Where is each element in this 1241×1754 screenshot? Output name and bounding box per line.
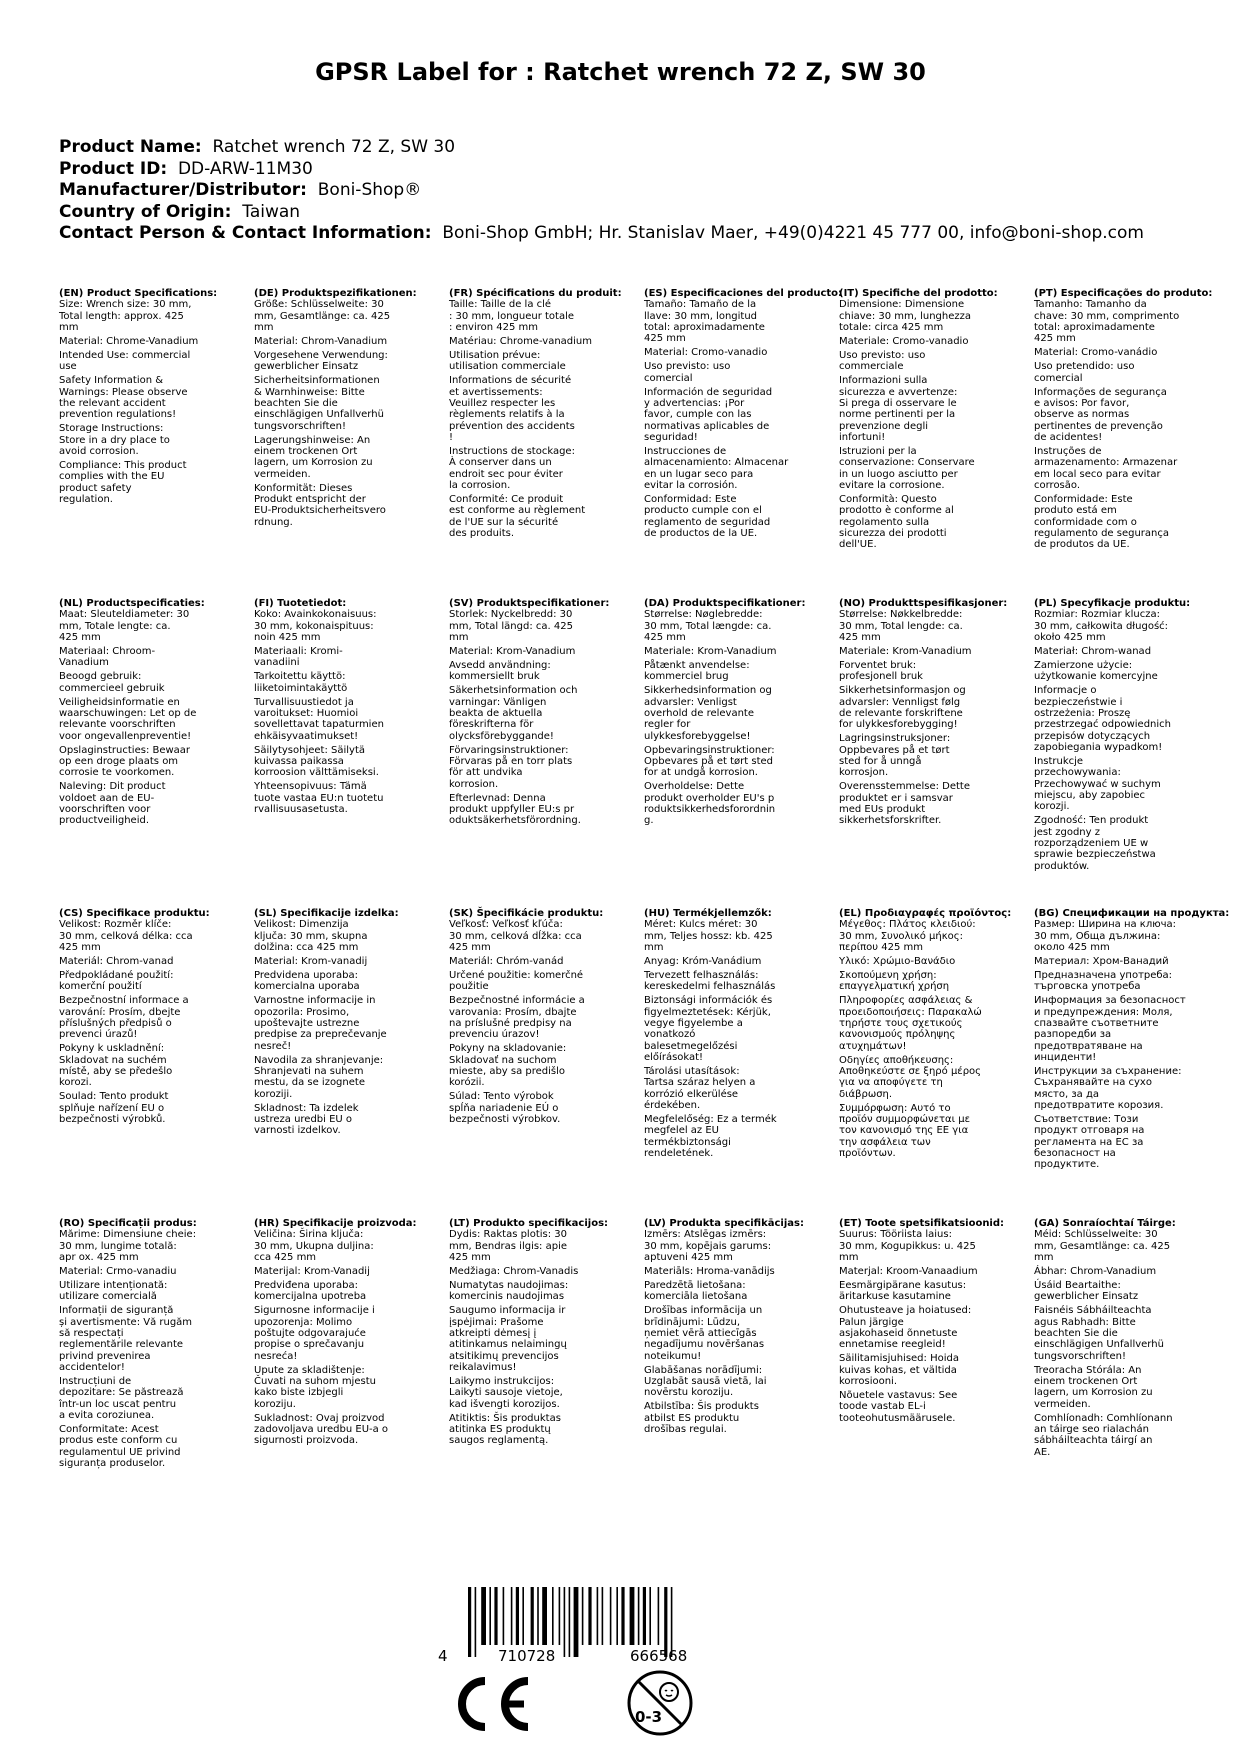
spec-paragraph: Megfelelőség: Ez a termék megfelel az EU termékbiztonsági rendeletének. — [644, 1114, 777, 1159]
barcode-bar — [597, 1587, 599, 1645]
spec-paragraph: Paredzētā lietošana: komerciāla lietošana — [644, 1280, 748, 1303]
barcode-bar — [494, 1587, 497, 1645]
spec-paragraph: Tamanho: Tamanho da chave: 30 mm, comprimento total: aproximadamente 425 mm — [1034, 299, 1180, 345]
spec-paragraph: Størrelse: Nøkkelbredde: 30 mm, Total lengde: ca. 425 mm — [839, 609, 963, 643]
spec-paragraph: Materjal: Kroom-Vanaadium — [839, 1265, 978, 1277]
spec-paragraph: Overholdelse: Dette produkt overholder EU's p roduktsikkerhedsforordnin g. — [644, 781, 776, 827]
language-heading: (RO) Specificații produs: — [59, 1218, 197, 1229]
spec-paragraph: Materiaal: Chroom- Vanadium — [59, 645, 156, 669]
spec-paragraph: Conformità: Questo prodotto è conforme al regolamento sulla sicurezza dei prodotti dell'UE. — [839, 494, 954, 551]
spec-paragraph: Koko: Avainkokonaisuus: 30 mm, kokonaispituus: noin 425 mm — [254, 609, 377, 643]
spec-paragraph: Glabāšanas norādījumi: Uzglabāt sausā vietā, lai novērstu koroziju. — [644, 1364, 767, 1399]
country-row — [59, 202, 1144, 224]
spec-paragraph: Tervezett felhasználás: kereskedelmi felhasználás — [644, 970, 776, 993]
spec-paragraph: Maat: Sleuteldiameter: 30 mm, Totale lengte: ca. 425 mm — [59, 609, 190, 643]
spec-paragraph: Predviđena uporaba: komercijalna upotreba — [254, 1280, 367, 1303]
spec-paragraph: Pokyny k uskladnění: Skladovat na suchém místě, aby se předešlo korozi. — [59, 1043, 173, 1089]
contact-row — [59, 223, 1144, 245]
age-warning-icon — [625, 1668, 695, 1738]
spec-paragraph: Anyag: Króm-Vanádium — [644, 955, 762, 967]
info-label: Manufacturer/Distributor: — [59, 180, 307, 200]
spec-paragraph: Materiale: Cromo-vanadio — [839, 335, 969, 347]
spec-paragraph: Συμμόρφωση: Αυτό το προϊόν συμμορφώνεται με τον κανονισμό της ΕΕ για την ασφάλεια των προϊόντων. — [839, 1102, 970, 1159]
language-heading: (SL) Specifikacije izdelka: — [254, 908, 399, 919]
language-block — [449, 908, 631, 1128]
spec-paragraph: Πληροφορίες ασφάλειας & προειδοποιήσεις: Παρακαλώ τηρήστε τους σχετικούς κανονισμούς πρόληψης ατυχημάτων! — [839, 995, 982, 1052]
manufacturer-row — [59, 180, 1144, 202]
spec-paragraph: Compliance: This product complies with the EU product safety regulation. — [59, 460, 187, 506]
spec-paragraph: Méid: Schlüsselweite: 30 mm, Gesamtlänge: ca. 425 mm — [1034, 1229, 1171, 1263]
language-heading: (DA) Produktspecifikationer: — [644, 598, 806, 609]
barcode-bar — [559, 1587, 561, 1645]
spec-paragraph: Úsáid Beartaithe: gewerblicher Einsatz — [1034, 1280, 1139, 1303]
spec-paragraph: Upute za skladištenje: Čuvati na suhom mjestu kako biste izbjegli koroziju. — [254, 1364, 376, 1410]
spec-paragraph: Lagerungshinweise: An einem trockenen Ort lagern, um Korrosion zu vermeiden. — [254, 434, 373, 480]
barcode-bar — [468, 1587, 471, 1657]
info-value: Taiwan — [242, 201, 301, 222]
language-block — [644, 288, 843, 542]
spec-paragraph: Efterlevnad: Denna produkt uppfyller EU:s pr oduktsäkerhetsförordning. — [449, 792, 581, 827]
spec-paragraph: Pokyny na skladovanie: Skladovať na suchom mieste, aby sa predišlo korózii. — [449, 1043, 567, 1089]
spec-paragraph: Instructions de stockage: À conserver dans un endroit sec pour éviter la corrosion. — [449, 446, 575, 491]
barcode-bar — [621, 1587, 624, 1645]
language-heading: (SK) Špecifikácie produktu: — [449, 908, 604, 919]
spec-paragraph: Utilisation prévue: utilisation commerciale — [449, 350, 566, 373]
spec-paragraph: Материал: Хром-Ванадий — [1034, 955, 1169, 967]
spec-paragraph: Съответствие: Този продукт отговаря на регламента на ЕС за безопасност на продуктите. — [1034, 1114, 1145, 1171]
barcode-bar — [537, 1587, 539, 1645]
language-block — [449, 1218, 631, 1449]
barcode-bar — [649, 1587, 651, 1645]
ean-barcode — [430, 1585, 750, 1665]
language-heading: (NL) Productspecificaties: — [59, 598, 205, 609]
product-name-row — [59, 137, 1144, 159]
spec-paragraph: Dydis: Raktas plotis: 30 mm, Bendras ilgis: apie 425 mm — [449, 1229, 568, 1263]
language-block — [59, 288, 241, 508]
language-block — [254, 1218, 436, 1449]
barcode-bar — [610, 1587, 612, 1645]
spec-paragraph: Drošības informācija un brīdinājumi: Lūdzu, ņemiet vērā attiecīgās negadījumu novēršanas noteikumu! — [644, 1305, 765, 1362]
language-heading: (SV) Produktspecifikationer: — [449, 598, 610, 609]
spec-paragraph: Veiligheidsinformatie en waarschuwingen: Let op de relevante voorschriften voor ongevallenpreventie! — [59, 696, 197, 742]
spec-paragraph: Predvidena uporaba: komercialna uporaba — [254, 970, 360, 993]
language-heading: (CS) Specifikace produktu: — [59, 908, 210, 919]
spec-paragraph: Instruções de armazenamento: Armazenar em local seco para evitar corrosão. — [1034, 446, 1178, 491]
spec-paragraph: Veľkosť: Veľkosť kľúča: 30 mm, celková dĺžka: cca 425 mm — [449, 919, 582, 953]
page-title: GPSR Label for : Ratchet wrench 72 Z, SW 30 — [315, 58, 926, 86]
barcode-bar — [582, 1587, 584, 1645]
spec-paragraph: Sigurnosne informacije i upozorenja: Molimo poštujte odgovarajuće propise o sprečavanju nesreća! — [254, 1305, 375, 1362]
language-heading: (HU) Termékjellemzők: — [644, 908, 772, 919]
spec-paragraph: Informații de siguranță și avertismente: Vă rugăm să respectați reglementările relevante privind prevenirea accidentelor! — [59, 1305, 193, 1373]
spec-paragraph: Material: Chrome-Vanadium — [59, 335, 199, 347]
spec-paragraph: Размер: Ширина на ключа: 30 mm, Обща дължина: около 425 mm — [1034, 919, 1177, 953]
language-heading: (BG) Спецификации на продукта: — [1034, 908, 1230, 919]
spec-paragraph: Atitiktis: Šis produktas atitinka ES produktų saugos reglamentą. — [449, 1412, 561, 1447]
barcode-bar — [630, 1587, 635, 1645]
spec-paragraph: Biztonsági információk és figyelmeztetések: Kérjük, vegye figyelembe a vonatkozó balesetmegelőzési előírásokat! — [644, 995, 773, 1063]
barcode-bar — [531, 1587, 534, 1645]
spec-paragraph: Información de seguridad y advertencias: ¡Por favor, cumple con las normativas aplicables de seguridad! — [644, 386, 773, 443]
spec-paragraph: Tamaño: Tamaño de la llave: 30 mm, longitud total: aproximadamente 425 mm — [644, 299, 765, 345]
spec-paragraph: Conformitate: Acest produs este conform cu regulamentul UE privind siguranța produselor. — [59, 1424, 181, 1469]
spec-paragraph: Sikkerhetsinformasjon og advarsler: Vennligst følg de relevante forskriftene for ulykkesforebygging! — [839, 685, 966, 731]
spec-paragraph: Istruzioni per la conservazione: Conservare in un luogo asciutto per evitare la corrosione. — [839, 446, 975, 491]
spec-paragraph: Uso previsto: uso comercial — [644, 361, 731, 384]
language-block — [839, 1218, 1021, 1427]
spec-paragraph: Förvaringsinstruktioner: Förvaras på en torr plats för att undvika korrosion. — [449, 744, 573, 790]
language-heading: (EL) Προδιαγραφές προϊόντος: — [839, 908, 1012, 919]
spec-paragraph: Nõuetele vastavus: See toode vastab EL-i tooteohutusmäärusele. — [839, 1390, 958, 1424]
spec-paragraph: Σκοπούμενη χρήση: επαγγελματική χρήση — [839, 970, 950, 993]
spec-paragraph: Υλικό: Χρώμιο-Βανάδιο — [839, 955, 956, 967]
language-heading: (DE) Produktspezifikationen: — [254, 288, 417, 299]
language-heading: (IT) Specifiche del prodotto: — [839, 288, 998, 299]
spec-paragraph: Sikkerhedsinformation og advarsler: Venligst overhold de relevante regler for ulykkesforebyggelse! — [644, 685, 772, 742]
spec-paragraph: Yhteensopivuus: Tämä tuote vastaa EU:n tuotetu rvallisuusasetusta. — [254, 781, 384, 816]
barcode-bar — [542, 1587, 547, 1645]
spec-paragraph: Conformité: Ce produit est conforme au règlement de l'UE sur la sécurité des produits. — [449, 494, 586, 539]
language-block — [449, 288, 631, 542]
spec-paragraph: Méret: Kulcs méret: 30 mm, Teljes hossz: kb. 425 mm — [644, 919, 773, 953]
spec-paragraph: Предназначена употреба: търговска употреба — [1034, 970, 1173, 993]
spec-paragraph: Faisnéis Sábháilteachta agus Rabhadh: Bitte beachten Sie die einschlägigen Unfallverhü tungsvorschriften! — [1034, 1305, 1164, 1362]
product-info — [59, 137, 1144, 245]
barcode-bar — [643, 1587, 646, 1645]
product-id-row — [59, 159, 1144, 181]
spec-paragraph: Ábhar: Chrom-Vanadium — [1034, 1265, 1157, 1277]
spec-paragraph: Conformidad: Este producto cumple con el reglamento de seguridad de productos de la UE. — [644, 494, 771, 539]
barcode-bar — [475, 1587, 477, 1657]
spec-paragraph: Soulad: Tento produkt splňuje nařízení EU o bezpečnosti výrobků. — [59, 1091, 169, 1126]
spec-paragraph: Størrelse: Nøglebredde: 30 mm, Total længde: ca. 425 mm — [644, 609, 772, 643]
language-block — [1034, 288, 1216, 553]
spec-paragraph: Инструкции за съхранение: Съхранявайте на сухо място, за да предотвратите корозия. — [1034, 1066, 1182, 1111]
barcode-bar — [658, 1587, 660, 1645]
spec-paragraph: Materiaali: Kromi- vanadiini — [254, 645, 343, 669]
spec-paragraph: Materiale: Krom-Vanadium — [644, 645, 777, 657]
info-value: Ratchet wrench 72 Z, SW 30 — [212, 137, 456, 157]
spec-paragraph: Instrucțiuni de depozitare: Se păstrează într-un loc uscat pentru a evita coroziunea. — [59, 1376, 184, 1421]
spec-paragraph: Größe: Schlüsselweite: 30 mm, Gesamtlänge: ca. 425 mm — [254, 299, 391, 333]
language-heading: (NO) Produkttspesifikasjoner: — [839, 598, 1008, 609]
spec-paragraph: Turvallisuustiedot ja varoitukset: Huomioi sovellettavat tapaturmien ehkäisyvaatimukset! — [254, 696, 384, 742]
language-block — [1034, 598, 1216, 875]
spec-paragraph: Informações de segurança e avisos: Por favor, observe as normas pertinentes de prevenção de acidentes! — [1034, 386, 1167, 443]
spec-paragraph: Instrucciones de almacenamiento: Almacenar en un lugar seco para evitar la corrosión. — [644, 446, 789, 491]
language-block — [449, 598, 631, 829]
spec-paragraph: Ohutusteave ja hoiatused: Palun järgige asjakohaseid õnnetuste ennetamise reegleid! — [839, 1305, 972, 1351]
language-heading: (GA) Sonraíochtaí Táirge: — [1034, 1218, 1176, 1229]
spec-paragraph: Påtænkt anvendelse: kommerciel brug — [644, 660, 750, 683]
language-block — [839, 288, 1021, 553]
language-block — [644, 598, 826, 829]
language-heading: (ET) Toote spetsifikatsioonid: — [839, 1218, 1005, 1229]
language-block — [839, 598, 1021, 829]
spec-paragraph: Μέγεθος: Πλάτος κλειδιού: 30 mm, Συνολικό μήκος: περίπου 425 mm — [839, 919, 976, 953]
info-value: Boni-Shop® — [317, 180, 422, 200]
spec-paragraph: Safety Information & Warnings: Please observe the relevant accident prevention regulations! — [59, 375, 188, 421]
barcode-bar — [569, 1587, 571, 1657]
spec-paragraph: Opslaginstructies: Bewaar op een droge plaats om corrosie te voorkomen. — [59, 744, 191, 779]
spec-paragraph: Suurus: Tööriista laius: 30 mm, Kogupikkus: u. 425 mm — [839, 1229, 976, 1263]
spec-paragraph: Atbilstība: Šis produkts atbilst ES produktu drošības regulai. — [644, 1401, 759, 1436]
spec-paragraph: Medžiaga: Chrom-Vanadis — [449, 1265, 579, 1277]
spec-paragraph: Vorgesehene Verwendung: gewerblicher Einsatz — [254, 350, 388, 373]
spec-paragraph: Súlad: Tento výrobok spĺňa nariadenie EÚ o bezpečnosti výrobkov. — [449, 1091, 561, 1126]
spec-paragraph: Material: Cromo-vanádio — [1034, 347, 1158, 359]
spec-paragraph: Säilitamisjuhised: Hoida kuivas kohas, et vältida korrosiooni. — [839, 1353, 959, 1388]
spec-paragraph: Bezpečnostní informace a varování: Prosím, dbejte příslušných předpisů o prevenci úrazů! — [59, 995, 189, 1041]
info-label: Country of Origin: — [59, 201, 232, 222]
language-heading: (FI) Tuotetiedot: — [254, 598, 347, 609]
spec-paragraph: Izmērs: Atslēgas izmērs: 30 mm, kopējais garums: aptuveni 425 mm — [644, 1229, 772, 1263]
spec-paragraph: Comhlíonadh: Comhlíonann an táirge seo rialachán sábháilteachta táirgí an AE. — [1034, 1412, 1173, 1458]
spec-paragraph: Intended Use: commercial use — [59, 350, 191, 373]
barcode-bar — [511, 1587, 513, 1645]
language-heading: (PL) Specyfikacje produktu: — [1034, 598, 1191, 609]
language-block — [59, 598, 241, 829]
barcode-bar — [602, 1587, 604, 1645]
spec-paragraph: Naleving: Dit product voldoet aan de EU- voorschriften voor productveiligheid. — [59, 781, 166, 827]
spec-paragraph: Materiāls: Hroma-vanādijs — [644, 1265, 775, 1277]
barcode-bar — [638, 1587, 640, 1645]
language-block — [254, 288, 436, 531]
spec-paragraph: Material: Krom-vanadij — [254, 955, 368, 967]
spec-paragraph: Numatytas naudojimas: komercinis naudojimas — [449, 1280, 569, 1303]
spec-paragraph: Avsedd användning: kommersiellt bruk — [449, 660, 551, 683]
spec-paragraph: Informations de sécurité et avertissements: Veuillez respecter les règlements relatifs à la prévention des accidents ! — [449, 375, 575, 443]
spec-paragraph: Materiał: Chrom-wanad — [1034, 645, 1152, 657]
spec-paragraph: Materiál: Chróm-vanád — [449, 955, 564, 967]
spec-paragraph: Materiál: Chrom-vanad — [59, 955, 174, 967]
spec-paragraph: Rozmiar: Rozmiar klucza: 30 mm, całkowita długość: około 425 mm — [1034, 609, 1169, 643]
info-label: Product ID: — [59, 158, 168, 179]
spec-paragraph: Sicherheitsinformationen & Warnhinweise: Bitte beachten Sie die einschlägigen Unfallverhü tungsvorschriften! — [254, 375, 384, 432]
barcode-bar — [574, 1587, 579, 1657]
barcode-bar — [588, 1587, 591, 1645]
barcode-bar — [616, 1587, 618, 1645]
spec-paragraph: Informazioni sulla sicurezza e avvertenze: Si prega di osservare le norme pertinenti per la prevenzione degli infortuni! — [839, 375, 958, 443]
spec-paragraph: Bezpečnostné informácie a varovania: Prosím, dbajte na príslušné predpisy na prevenciu úrazov! — [449, 995, 585, 1041]
barcode-bar — [516, 1587, 519, 1645]
spec-paragraph: Storlek: Nyckelbredd: 30 mm, Total längd: ca. 425 mm — [449, 609, 573, 643]
spec-paragraph: Instrukcje przechowywania: Przechowywać w suchym miejscu, aby zapobiec korozji. — [1034, 756, 1161, 813]
barcode-digits-right: 666568 — [630, 1647, 688, 1665]
spec-paragraph: Zgodność: Ten produkt jest zgodny z rozporządzeniem UE w sprawie bezpieczeństwa produktów. — [1034, 815, 1156, 872]
language-block — [254, 908, 436, 1139]
spec-paragraph: Forventet bruk: profesjonell bruk — [839, 660, 923, 683]
info-label: Contact Person & Contact Information: — [59, 223, 432, 243]
spec-paragraph: Informacje o bezpieczeństwie i ostrzeżenia: Proszę przestrzegać odpowiednich przepisów dotyczących zapobiegania wypadkom! — [1034, 685, 1171, 753]
language-heading: (EN) Product Specifications: — [59, 288, 218, 299]
language-block — [644, 1218, 826, 1438]
spec-paragraph: Material: Cromo-vanadio — [644, 347, 768, 359]
spec-paragraph: Skladnost: Ta izdelek ustreza uredbi EU o varnosti izdelkov. — [254, 1102, 359, 1137]
spec-paragraph: Material: Krom-Vanadium — [449, 645, 576, 657]
language-heading: (ES) Especificaciones del producto: — [644, 288, 843, 299]
spec-paragraph: Storage Instructions: Store in a dry place to avoid corrosion. — [59, 423, 170, 458]
language-block — [1034, 908, 1230, 1173]
spec-paragraph: Opbevaringsinstruktioner: Opbevares på et tørt sted for at undgå korrosion. — [644, 744, 775, 779]
spec-paragraph: Eesmärgipärane kasutus: äritarkuse kasutamine — [839, 1280, 967, 1303]
barcode-bar — [503, 1587, 505, 1645]
spec-paragraph: Předpokládané použití: komerční použití — [59, 970, 174, 993]
info-label: Product Name: — [59, 137, 202, 157]
spec-paragraph: Veličina: Širina ključa: 30 mm, Ukupna duljina: cca 425 mm — [254, 1229, 374, 1263]
spec-paragraph: Treoracha Stórála: An einem trockenen Ort lagern, um Korrosion zu vermeiden. — [1034, 1364, 1153, 1410]
spec-paragraph: Materiale: Krom-Vanadium — [839, 645, 972, 657]
language-block — [59, 908, 241, 1128]
barcode-digit-first: 4 — [438, 1647, 448, 1665]
barcode-bar — [481, 1587, 486, 1645]
age-range-label: 0-3 — [635, 1708, 663, 1726]
spec-paragraph: Tárolási utasítások: Tartsa száraz helyen a korrózió elkerülése érdekében. — [644, 1066, 756, 1111]
language-block — [644, 908, 826, 1162]
spec-paragraph: Beoogd gebruik: commercieel gebruik — [59, 671, 165, 694]
barcode-bar — [489, 1587, 491, 1645]
spec-paragraph: Navodila za shranjevanje: Shranjevati na suhem mestu, da se izognete koroziji. — [254, 1054, 384, 1100]
spec-paragraph: Konformität: Dieses Produkt entspricht der EU-Produktsicherheitsvero rdnung. — [254, 482, 386, 528]
spec-paragraph: Utilizare intenționată: utilizare comercială — [59, 1280, 168, 1303]
spec-paragraph: Zamierzone użycie: użytkowanie komercyjne — [1034, 660, 1158, 683]
spec-paragraph: Taille: Taille de la clé : 30 mm, longueur totale : environ 425 mm — [449, 299, 575, 333]
spec-paragraph: Conformidade: Este produto está em conformidade com o regulamento de segurança de produtos da UE. — [1034, 494, 1170, 551]
language-heading: (LT) Produkto specifikacijos: — [449, 1218, 609, 1229]
language-block — [839, 908, 1021, 1162]
spec-paragraph: Dimensione: Dimensione chiave: 30 mm, lunghezza totale: circa 425 mm — [839, 299, 972, 333]
spec-paragraph: Sukladnost: Ovaj proizvod zadovoljava uredbu EU-a o sigurnosti proizvoda. — [254, 1412, 389, 1447]
spec-paragraph: Säilytysohjeet: Säilytä kuivassa paikassa korroosion välttämiseksi. — [254, 744, 379, 779]
language-heading: (HR) Specifikacije proizvoda: — [254, 1218, 417, 1229]
barcode-bar — [552, 1587, 554, 1645]
language-block — [254, 598, 436, 818]
barcode-bar — [564, 1587, 566, 1657]
spec-paragraph: Material: Chrom-Vanadium — [254, 335, 388, 347]
language-block — [1034, 1218, 1216, 1461]
barcode-digits-left: 710728 — [498, 1647, 556, 1665]
info-value: Boni-Shop GmbH; Hr. Stanislav Maer, +49(0)4221 45 777 00, info@boni-shop.com — [442, 223, 1144, 243]
language-block — [59, 1218, 241, 1472]
spec-paragraph: Uso previsto: uso commerciale — [839, 350, 926, 373]
spec-paragraph: Saugumo informacija ir įspėjimai: Prašome atkreipti dėmesį į atitinkamus nelaimingų atsitikimų prevencijos reikalavimus! — [449, 1305, 567, 1373]
language-heading: (LV) Produkta specifikācijas: — [644, 1218, 804, 1229]
spec-paragraph: Laikymo instrukcijos: Laikyti sausoje vietoje, kad išvengti korozijos. — [449, 1376, 563, 1410]
language-heading: (PT) Especificações do produto: — [1034, 288, 1213, 299]
spec-paragraph: Materijal: Krom-Vanadij — [254, 1265, 370, 1277]
spec-paragraph: Overensstemmelse: Dette produktet er i samsvar med EUs produkt sikkerhetsforskrifter. — [839, 781, 970, 827]
spec-paragraph: Varnostne informacije in opozorila: Prosimo, upoštevajte ustrezne predpise za preprečevanje nesreč! — [254, 995, 387, 1052]
spec-paragraph: Lagringsinstruksjoner: Oppbevares på et tørt sted for å unngå korrosjon. — [839, 733, 951, 779]
spec-paragraph: Οδηγίες αποθήκευσης: Αποθηκεύστε σε ξηρό μέρος για να αποφύγετε τη διάβρωση. — [839, 1054, 982, 1100]
language-heading: (FR) Spécifications du produit: — [449, 288, 622, 299]
spec-paragraph: Velikost: Rozměr klíče: 30 mm, celková délka: cca 425 mm — [59, 919, 193, 953]
spec-paragraph: Uso pretendido: uso comercial — [1034, 361, 1135, 384]
spec-paragraph: Velikost: Dimenzija ključa: 30 mm, skupna dolžina: cca 425 mm — [254, 919, 368, 953]
spec-paragraph: Material: Crmo-vanadiu — [59, 1265, 177, 1277]
spec-paragraph: Säkerhetsinformation och varningar: Vänligen beakta de aktuella föreskrifterna för olycksförebyggande! — [449, 685, 578, 742]
spec-paragraph: Tarkoitettu käyttö: liiketoimintakäyttö — [254, 671, 348, 694]
spec-paragraph: Mărime: Dimensiune cheie: 30 mm, lungime totală: apr ox. 425 mm — [59, 1229, 197, 1263]
spec-paragraph: Size: Wrench size: 30 mm, Total length: approx. 425 mm — [59, 299, 192, 333]
ce-mark-icon — [452, 1675, 534, 1733]
spec-paragraph: Matériau: Chrome-vanadium — [449, 335, 593, 347]
barcode-bar — [522, 1587, 524, 1645]
spec-paragraph: Информация за безопасност и предупреждения: Моля, спазвайте съответните разпоредби за предотвратяване на инциденти! — [1034, 995, 1186, 1063]
info-value: DD-ARW-11M30 — [177, 158, 313, 179]
spec-paragraph: Určené použitie: komerčné použitie — [449, 970, 584, 993]
